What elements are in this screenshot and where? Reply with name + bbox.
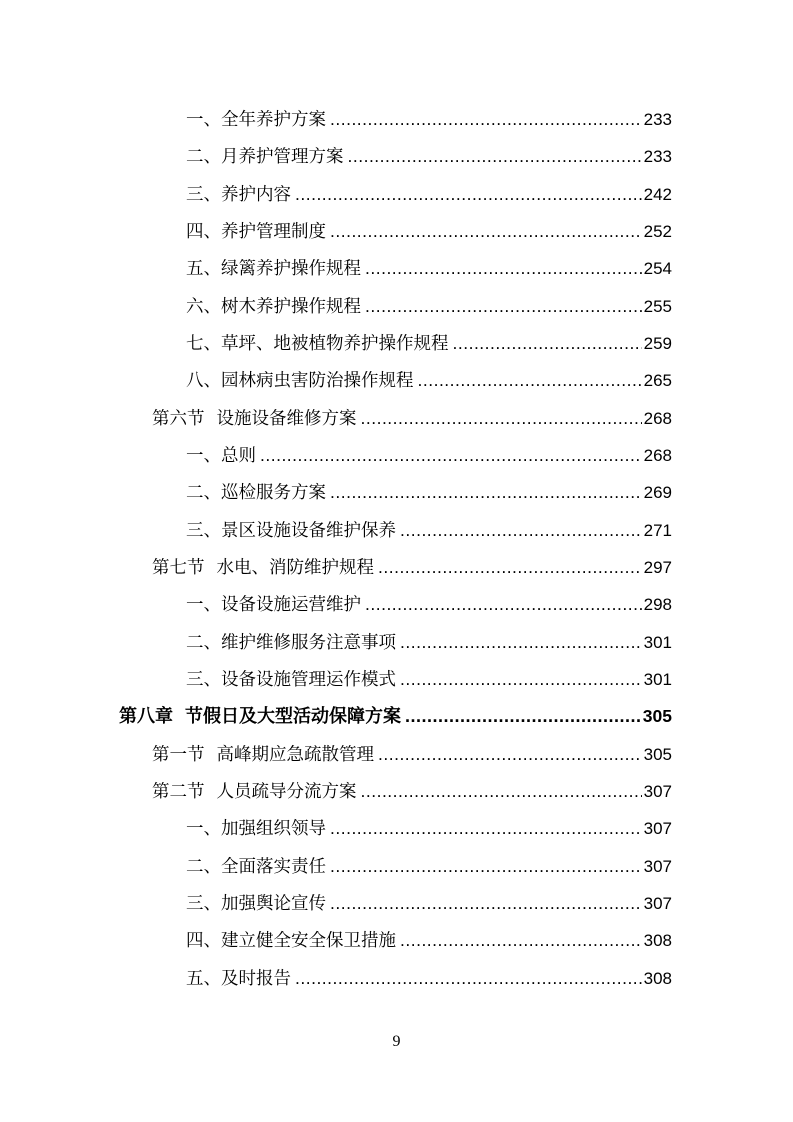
toc-entry-title: 一、总则 <box>186 446 256 466</box>
toc-entry-title: 四、养护管理制度 <box>186 222 326 242</box>
toc-leader-dots <box>348 144 642 168</box>
toc-leader-dots <box>330 816 642 840</box>
toc-leader-dots <box>361 779 642 803</box>
toc-entry-title: 一、设备设施运营维护 <box>186 595 361 615</box>
toc-entry-title: 二、全面落实责任 <box>186 857 326 877</box>
toc-page-number: 297 <box>643 558 672 577</box>
toc-page-number: 259 <box>643 334 672 353</box>
toc-leader-dots <box>295 966 642 990</box>
toc-leader-dots <box>365 592 642 616</box>
toc-page-number: 271 <box>643 521 672 540</box>
toc-leader-dots <box>365 256 642 280</box>
toc-entry[interactable] <box>186 966 672 991</box>
toc-entry[interactable] <box>186 816 672 841</box>
toc-entry[interactable] <box>186 928 672 953</box>
toc-entry-title: 一、加强组织领导 <box>186 819 326 839</box>
toc-entry-title: 五、绿篱养护操作规程 <box>186 259 361 279</box>
toc-section-entry[interactable] <box>152 555 672 580</box>
toc-entry[interactable] <box>186 518 672 543</box>
toc-entry[interactable] <box>186 667 672 692</box>
toc-entry-title: 三、景区设施设备维护保养 <box>186 521 396 541</box>
toc-leader-dots <box>418 368 642 392</box>
toc-leader-dots <box>400 630 642 654</box>
toc-entry[interactable] <box>186 592 672 617</box>
toc-leader-dots <box>400 667 642 691</box>
page-number: 9 <box>392 1033 401 1050</box>
toc-entry-title: 三、设备设施管理运作模式 <box>186 670 396 690</box>
toc-page-number: 255 <box>643 297 672 316</box>
toc-page-number: 269 <box>643 483 672 502</box>
toc-entry-title: 七、草坪、地被植物养护操作规程 <box>186 334 449 354</box>
toc-entry-title: 二、维护维修服务注意事项 <box>186 633 396 653</box>
toc-entry-title: 第六节 设施设备维修方案 <box>152 409 357 429</box>
toc-leader-dots <box>378 742 642 766</box>
toc-page-number: 268 <box>643 446 672 465</box>
toc-page-number: 308 <box>643 969 672 988</box>
toc-leader-dots <box>361 406 642 430</box>
toc-page-number: 265 <box>643 371 672 390</box>
toc-leader-dots <box>330 219 642 243</box>
toc-page-number: 301 <box>643 633 672 652</box>
toc-leader-dots <box>330 480 642 504</box>
toc-entry[interactable] <box>186 256 672 281</box>
toc-leader-dots <box>330 891 642 915</box>
toc-entry[interactable] <box>186 854 672 879</box>
toc-leader-dots <box>453 331 642 355</box>
toc-entry[interactable] <box>186 219 672 244</box>
toc-section-entry[interactable] <box>152 779 672 804</box>
toc-page-number: 254 <box>643 259 672 278</box>
toc-entry-title: 八、园林病虫害防治操作规程 <box>186 371 414 391</box>
toc-entry[interactable] <box>186 144 672 169</box>
toc-entry-title: 二、月养护管理方案 <box>186 147 344 167</box>
toc-entry-title: 一、全年养护方案 <box>186 110 326 130</box>
toc-leader-dots <box>405 704 641 728</box>
toc-leader-dots <box>378 555 642 579</box>
toc-page-number: 307 <box>643 857 672 876</box>
toc-entry[interactable] <box>186 480 672 505</box>
toc-entry[interactable] <box>186 107 672 132</box>
toc-page-number: 252 <box>643 222 672 241</box>
toc-entry[interactable] <box>186 630 672 655</box>
toc-chapter-entry[interactable] <box>119 704 672 729</box>
toc-page-number: 307 <box>643 894 672 913</box>
toc-entry[interactable] <box>186 331 672 356</box>
toc-entry-title: 第一节 高峰期应急疏散管理 <box>152 745 374 765</box>
toc-page-number: 305 <box>643 745 672 764</box>
toc-leader-dots <box>260 443 642 467</box>
toc-entry[interactable] <box>186 294 672 319</box>
toc-entry-title: 第七节 水电、消防维护规程 <box>152 558 374 578</box>
toc-entry-title: 六、树木养护操作规程 <box>186 297 361 317</box>
toc-page-number: 233 <box>643 110 672 129</box>
toc-entry-title: 第八章 节假日及大型活动保障方案 <box>119 706 401 727</box>
toc-page-number: 233 <box>643 147 672 166</box>
toc-page-number: 298 <box>643 595 672 614</box>
toc-leader-dots <box>400 928 642 952</box>
toc-leader-dots <box>330 107 642 131</box>
toc-entry[interactable] <box>186 182 672 207</box>
toc-entry-title: 五、及时报告 <box>186 969 291 989</box>
toc-leader-dots <box>365 294 642 318</box>
toc-entry[interactable] <box>186 891 672 916</box>
toc-entry[interactable] <box>186 443 672 468</box>
toc-entry[interactable] <box>186 368 672 393</box>
toc-entry-title: 三、养护内容 <box>186 185 291 205</box>
toc-page-number: 305 <box>642 706 672 726</box>
toc-section-entry[interactable] <box>152 742 672 767</box>
toc-page-number: 307 <box>643 782 672 801</box>
toc-entry-title: 第二节 人员疏导分流方案 <box>152 782 357 802</box>
toc-leader-dots <box>400 518 642 542</box>
toc-page-number: 307 <box>643 819 672 838</box>
toc-leader-dots <box>330 854 642 878</box>
toc-section-entry[interactable] <box>152 406 672 431</box>
toc-page-number: 268 <box>643 409 672 428</box>
toc-leader-dots <box>295 182 642 206</box>
toc-entry-title: 三、加强舆论宣传 <box>186 894 326 914</box>
toc-page-number: 242 <box>643 185 672 204</box>
toc-entry-title: 二、巡检服务方案 <box>186 483 326 503</box>
toc-page-number: 308 <box>643 931 672 950</box>
toc-entry-title: 四、建立健全安全保卫措施 <box>186 931 396 951</box>
toc-page-number: 301 <box>643 670 672 689</box>
